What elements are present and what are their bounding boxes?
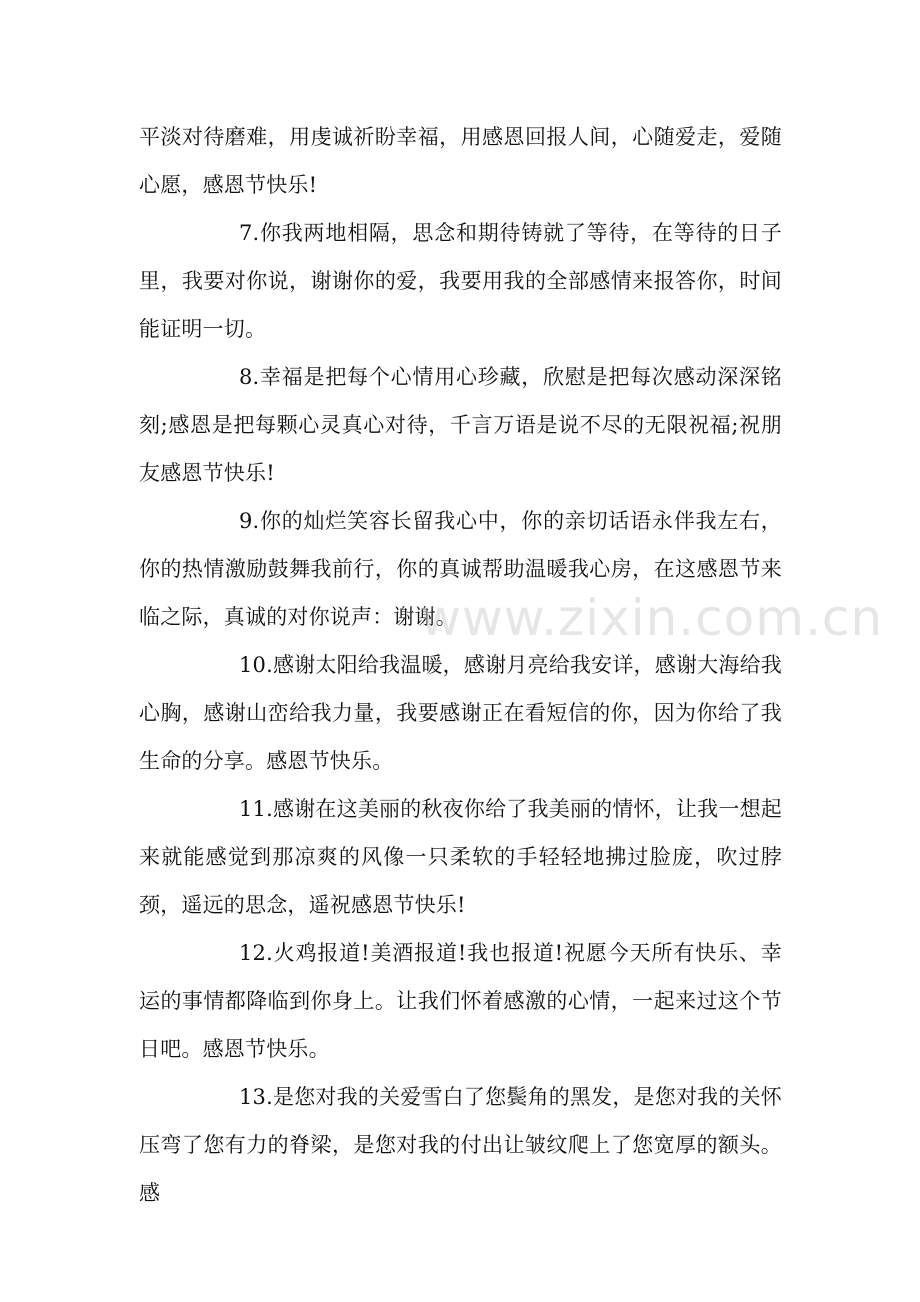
- paragraph: 9.你的灿烂笑容长留我心中，你的亲切话语永伴我左右，你的热情激励鼓舞我前行，你的真诚帮助温暖我心房，在这感恩节来临之际，真诚的对你说声：谢谢。: [139, 509, 782, 629]
- paragraph: 12.火鸡报道!美酒报道!我也报道!祝愿今天所有快乐、幸运的事情都降临到你身上。让我们怀着感激的心情，一起来过这个节日吧。感恩节快乐。: [139, 941, 782, 1061]
- paragraph: 11.感谢在这美丽的秋夜你给了我美丽的情怀，让我一想起来就能感觉到那凉爽的风像一只柔软的手轻轻地拂过脸庞，吹过脖颈，遥远的思念，遥祝感恩节快乐!: [139, 797, 782, 917]
- paragraph: 10.感谢太阳给我温暖，感谢月亮给我安详，感谢大海给我心胸，感谢山峦给我力量，我要感谢正在看短信的你，因为你给了我生命的分享。感恩节快乐。: [139, 653, 782, 773]
- paragraph: 13.是您对我的关爱雪白了您鬓角的黑发，是您对我的关怀压弯了您有力的脊梁，是您对我的付出让皱纹爬上了您宽厚的额头。感: [139, 1085, 782, 1205]
- paragraph: 8.幸福是把每个心情用心珍藏，欣慰是把每次感动深深铭刻;感恩是把每颗心灵真心对待，千言万语是说不尽的无限祝福;祝朋友感恩节快乐!: [139, 365, 782, 485]
- paragraph: 平淡对待磨难，用虔诚祈盼幸福，用感恩回报人间，心随爱走，爱随心愿，感恩节快乐!: [139, 125, 782, 197]
- watermark: www.zixin.com.cn: [420, 589, 884, 647]
- document-body: [139, 113, 884, 1217]
- paragraph: 7.你我两地相隔，思念和期待铸就了等待，在等待的日子里，我要对你说，谢谢你的爱，我要用我的全部感情来报答你，时间能证明一切。: [139, 221, 782, 341]
